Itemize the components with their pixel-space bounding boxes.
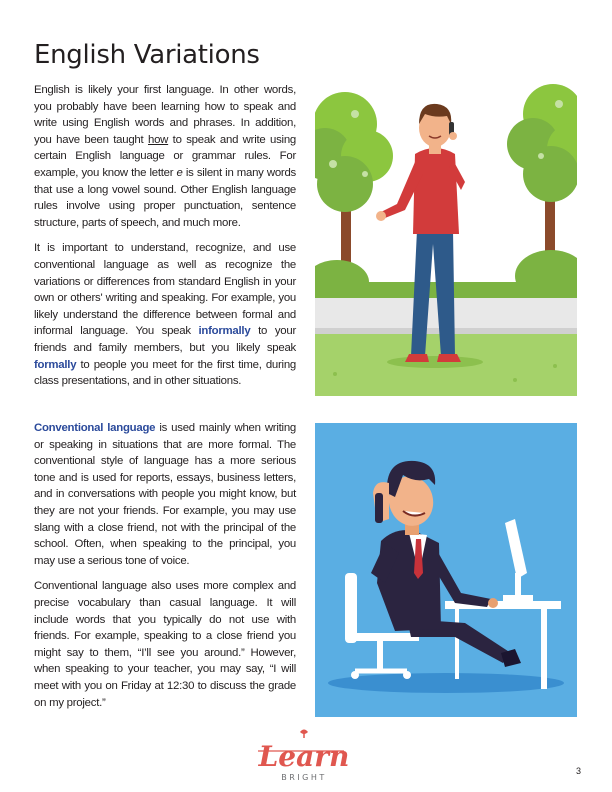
- paragraph-intro: English is likely your first language. In other words, you probably have been learning how to speak and write using English words and phrases. In addition, you have been taught how to speak and write using certain English language or grammar rules. For example, you know the letter e is silent in many words that use a long vowel sound. Other English language rules involve using proper punctuation, sentence structure, parts of speech, and much more.: [34, 84, 297, 229]
- paragraph-conventional: Conventional language is used mainly when writing or speaking in situations that are more formal. The conventional style of language has a more serious tone and is used for reports, essays, business letters, and in conversations with people you might know, but they are not your friends. For example, you may use slang with a close friend, not with the principal of the school. Often, when speaking to the principal, you may use a serious tone of voice.: [34, 422, 296, 567]
- underlined-word: how: [147, 133, 169, 146]
- page-title: English Variations: [34, 40, 260, 70]
- paragraph-vocabulary: Conventional language also uses more complex and precise vocabulary than casual language. It will include words that you typically do not use with friends. For example, speaking to a close friend you might say to them, “I’ll see you around.” However, when speaking to your teacher, you may say, “I will meet with you on Friday at 12:30 to discuss the grade on my project.”: [34, 580, 296, 709]
- paragraph-formal-informal: It is important to understand, recognize, and use conventional language as well as recognize the variations or differences from standard English in your own or others' writing and speaking. For example, you likely understand the difference between formal and informal language. You speak informally to your friends and family members, but you likely speak formally to people you meet for the first time, during class presentations, and in other situations.: [34, 242, 296, 388]
- logo-subword: BRIGHT: [281, 773, 327, 782]
- illustration-man-in-park: [315, 44, 577, 396]
- keyword-informally: informally: [198, 325, 251, 338]
- keyword-formally: formally: [34, 358, 77, 371]
- text-column-bottom: [34, 420, 296, 720]
- text-column-top: [34, 82, 296, 399]
- logo-word: Learn: [258, 740, 350, 773]
- learn-bright-logo: [244, 724, 364, 784]
- keyword-conventional-language: Conventional language: [34, 422, 156, 434]
- illustration-businessman-at-desk: [315, 423, 577, 717]
- page-number: 3: [576, 766, 582, 776]
- italic-letter: e: [176, 166, 183, 179]
